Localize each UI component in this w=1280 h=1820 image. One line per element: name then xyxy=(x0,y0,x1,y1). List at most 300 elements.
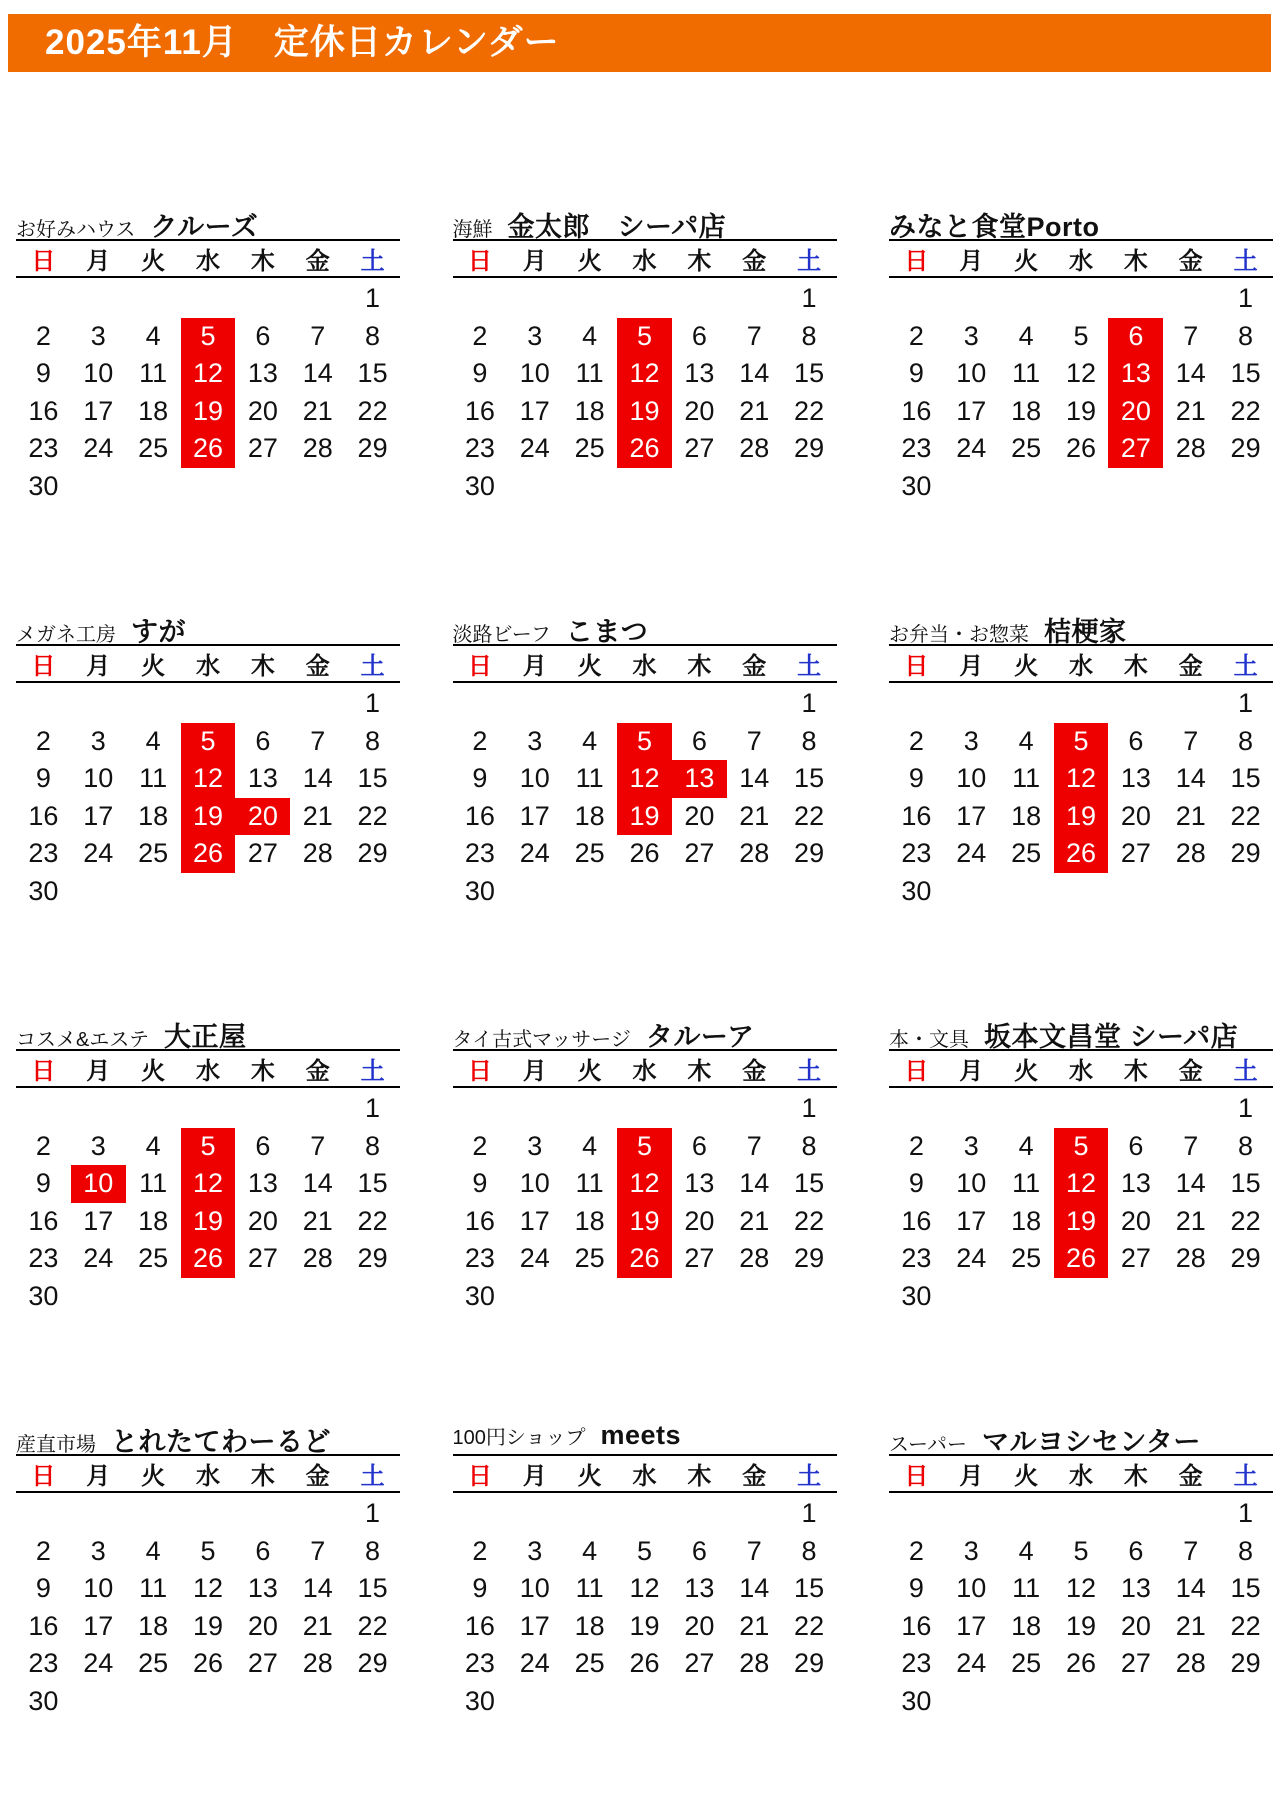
weekday-sunday: 日 xyxy=(31,248,56,275)
day-cell: 8 xyxy=(365,1535,381,1566)
weekday: 月 xyxy=(959,248,984,275)
empty-day-cell xyxy=(126,1683,181,1721)
day-cell: 17 xyxy=(519,1205,550,1236)
weekday: 月 xyxy=(86,1058,111,1085)
day-cell: 11 xyxy=(1012,1573,1041,1604)
empty-day-cell xyxy=(1108,1278,1163,1316)
weekday: 金 xyxy=(305,653,330,680)
weekday: 水 xyxy=(195,653,220,680)
shop-category: メガネ工房 xyxy=(16,624,116,646)
empty-day-cell xyxy=(944,1495,999,1533)
day-cell: 30 xyxy=(901,470,932,501)
shop-calendar xyxy=(889,610,1273,910)
weekday-header-row xyxy=(453,646,837,683)
day-cell: 3 xyxy=(963,725,979,756)
empty-day-cell xyxy=(507,1495,562,1533)
empty-day-cell xyxy=(782,1683,837,1721)
day-cell: 8 xyxy=(1238,725,1254,756)
weekday-header-row xyxy=(889,1051,1273,1088)
weekday-saturday: 土 xyxy=(1233,248,1258,275)
day-cell: 30 xyxy=(28,1280,59,1311)
empty-day-cell xyxy=(1054,1495,1109,1533)
weekday: 月 xyxy=(86,1463,111,1490)
calendar-grid xyxy=(16,205,1273,1720)
day-cell: 11 xyxy=(575,1168,604,1199)
empty-day-cell xyxy=(782,873,837,911)
day-cell: 23 xyxy=(28,433,59,464)
day-cell: 4 xyxy=(145,725,161,756)
day-cell: 9 xyxy=(35,1168,51,1199)
weekday-saturday: 土 xyxy=(797,1058,822,1085)
day-cell: 24 xyxy=(83,838,114,869)
day-cell: 16 xyxy=(901,1610,932,1641)
empty-day-cell xyxy=(672,873,727,911)
day-cell: 1 xyxy=(1238,283,1254,314)
empty-day-cell xyxy=(71,1278,126,1316)
day-cell: 28 xyxy=(739,1648,770,1679)
day-cell: 17 xyxy=(519,395,550,426)
day-cell: 22 xyxy=(357,1610,388,1641)
day-grid xyxy=(453,280,837,505)
empty-day-cell xyxy=(181,468,236,506)
day-cell: 11 xyxy=(1012,358,1041,389)
day-cell: 24 xyxy=(956,1243,987,1274)
weekday: 金 xyxy=(1178,248,1203,275)
weekday-sunday: 日 xyxy=(904,653,929,680)
day-cell: 13 xyxy=(1120,763,1151,794)
day-cell: 6 xyxy=(691,1130,707,1161)
day-grid xyxy=(453,1495,837,1720)
shop-calendar xyxy=(16,610,400,910)
day-cell: 25 xyxy=(1011,838,1042,869)
empty-day-cell xyxy=(617,1683,672,1721)
day-grid xyxy=(16,280,400,505)
day-cell: 29 xyxy=(794,838,825,869)
day-cell: 28 xyxy=(1175,1648,1206,1679)
empty-day-cell xyxy=(1108,873,1163,911)
day-cell: 6 xyxy=(255,1130,271,1161)
day-cell: 18 xyxy=(574,395,605,426)
empty-day-cell xyxy=(290,1278,345,1316)
day-cell: 22 xyxy=(1230,1205,1261,1236)
weekday: 月 xyxy=(86,248,111,275)
day-cell: 15 xyxy=(357,763,388,794)
day-cell: 25 xyxy=(138,838,169,869)
weekday-sunday: 日 xyxy=(31,1463,56,1490)
day-cell: 4 xyxy=(1018,725,1034,756)
shop-name: タルーア xyxy=(645,1022,755,1052)
weekday-saturday: 土 xyxy=(360,1463,385,1490)
empty-day-cell xyxy=(944,1278,999,1316)
page-banner xyxy=(8,14,1271,72)
day-cell: 30 xyxy=(28,875,59,906)
closed-day-cell: 5 xyxy=(181,723,236,761)
day-cell: 1 xyxy=(365,1498,381,1529)
day-cell: 12 xyxy=(192,1573,224,1604)
day-cell: 27 xyxy=(247,433,278,464)
day-cell: 29 xyxy=(1230,838,1261,869)
day-cell: 23 xyxy=(901,1243,932,1274)
day-cell: 6 xyxy=(691,1535,707,1566)
day-cell: 9 xyxy=(35,358,51,389)
weekday: 火 xyxy=(141,248,166,275)
weekday-saturday: 土 xyxy=(1233,1463,1258,1490)
shop-category: スーパー xyxy=(889,1434,967,1456)
weekday: 水 xyxy=(632,248,657,275)
closed-day-cell: 10 xyxy=(71,1165,126,1203)
shop-title xyxy=(889,1420,1273,1456)
day-cell: 27 xyxy=(1120,1243,1151,1274)
day-cell: 28 xyxy=(302,1648,333,1679)
day-cell: 25 xyxy=(138,433,169,464)
closed-day-cell: 19 xyxy=(1054,798,1109,836)
empty-day-cell xyxy=(727,1090,782,1128)
day-cell: 18 xyxy=(1011,395,1042,426)
day-cell: 6 xyxy=(1128,1535,1144,1566)
closed-day-cell: 19 xyxy=(617,393,672,431)
shop-calendar xyxy=(889,205,1273,505)
weekday: 水 xyxy=(195,1463,220,1490)
day-cell: 14 xyxy=(739,358,770,389)
weekday: 火 xyxy=(577,1463,602,1490)
day-cell: 24 xyxy=(519,838,550,869)
day-cell: 30 xyxy=(901,875,932,906)
weekday-saturday: 土 xyxy=(797,248,822,275)
empty-day-cell xyxy=(1108,1683,1163,1721)
empty-day-cell xyxy=(782,1278,837,1316)
day-cell: 23 xyxy=(901,433,932,464)
day-cell: 14 xyxy=(1175,358,1206,389)
day-cell: 26 xyxy=(1065,1648,1097,1679)
day-cell: 5 xyxy=(200,1535,216,1566)
day-cell: 4 xyxy=(1018,1130,1034,1161)
empty-day-cell xyxy=(944,1683,999,1721)
empty-day-cell xyxy=(617,1495,672,1533)
weekday: 木 xyxy=(1123,248,1148,275)
empty-day-cell xyxy=(181,873,236,911)
closed-day-cell: 5 xyxy=(1054,723,1109,761)
day-cell: 9 xyxy=(472,1573,488,1604)
day-cell: 8 xyxy=(1238,320,1254,351)
closed-day-cell: 5 xyxy=(181,318,236,356)
day-cell: 21 xyxy=(1175,1610,1206,1641)
empty-day-cell xyxy=(235,1495,290,1533)
day-cell: 1 xyxy=(365,1093,381,1124)
weekday: 木 xyxy=(687,1463,712,1490)
closed-day-cell: 13 xyxy=(672,760,727,798)
shop-name: 金太郎 シーパ店 xyxy=(507,212,727,242)
day-cell: 2 xyxy=(908,320,924,351)
weekday: 金 xyxy=(305,248,330,275)
day-cell: 24 xyxy=(956,1648,987,1679)
day-cell: 16 xyxy=(28,1205,59,1236)
weekday: 金 xyxy=(742,653,767,680)
day-cell: 18 xyxy=(574,1205,605,1236)
weekday-saturday: 土 xyxy=(360,1058,385,1085)
day-cell: 15 xyxy=(1230,1573,1261,1604)
day-cell: 29 xyxy=(357,1243,388,1274)
day-cell: 20 xyxy=(684,800,715,831)
empty-day-cell xyxy=(235,685,290,723)
weekday: 火 xyxy=(1014,248,1039,275)
empty-day-cell xyxy=(507,1090,562,1128)
weekday: 水 xyxy=(1068,1058,1093,1085)
closed-day-cell: 13 xyxy=(1108,355,1163,393)
empty-day-cell xyxy=(1218,873,1273,911)
shop-title xyxy=(889,205,1273,241)
empty-day-cell xyxy=(999,280,1054,318)
day-cell: 27 xyxy=(684,1648,715,1679)
weekday-sunday: 日 xyxy=(467,248,492,275)
day-cell: 25 xyxy=(1011,1243,1042,1274)
day-cell: 7 xyxy=(1183,1535,1199,1566)
empty-day-cell xyxy=(562,1090,617,1128)
shop-category: タイ古式マッサージ xyxy=(452,1029,631,1051)
day-cell: 10 xyxy=(519,1168,550,1199)
day-cell: 18 xyxy=(1011,800,1042,831)
weekday-saturday: 土 xyxy=(1233,1058,1258,1085)
shop-name: とれたてわーるど xyxy=(111,1427,331,1457)
shop-calendar xyxy=(889,1015,1273,1315)
weekday: 火 xyxy=(141,653,166,680)
day-cell: 8 xyxy=(1238,1535,1254,1566)
empty-day-cell xyxy=(672,280,727,318)
empty-day-cell xyxy=(999,1683,1054,1721)
day-cell: 22 xyxy=(794,800,825,831)
weekday: 月 xyxy=(959,653,984,680)
day-cell: 16 xyxy=(901,395,932,426)
weekday-sunday: 日 xyxy=(467,1058,492,1085)
day-cell: 25 xyxy=(574,1648,605,1679)
weekday: 木 xyxy=(250,248,275,275)
day-cell: 16 xyxy=(28,395,59,426)
closed-day-cell: 26 xyxy=(181,1240,236,1278)
day-cell: 17 xyxy=(956,1205,987,1236)
day-cell: 4 xyxy=(1018,320,1034,351)
empty-day-cell xyxy=(672,468,727,506)
weekday: 月 xyxy=(959,1463,984,1490)
shop-calendar xyxy=(453,1015,837,1315)
shop-calendar xyxy=(889,1420,1273,1720)
day-cell: 22 xyxy=(794,1205,825,1236)
day-cell: 17 xyxy=(956,800,987,831)
empty-day-cell xyxy=(507,468,562,506)
day-cell: 27 xyxy=(1120,1648,1151,1679)
day-cell: 10 xyxy=(956,358,987,389)
day-cell: 11 xyxy=(575,358,604,389)
day-cell: 20 xyxy=(247,1610,278,1641)
day-cell: 18 xyxy=(1011,1610,1042,1641)
day-cell: 23 xyxy=(28,1243,59,1274)
day-cell: 25 xyxy=(574,838,605,869)
day-cell: 29 xyxy=(794,433,825,464)
day-cell: 19 xyxy=(1065,395,1097,426)
weekday-header-row xyxy=(889,646,1273,683)
day-cell: 6 xyxy=(255,320,271,351)
day-cell: 9 xyxy=(908,358,924,389)
weekday-header-row xyxy=(16,1051,400,1088)
weekday-header-row xyxy=(16,1456,400,1493)
day-cell: 13 xyxy=(684,358,715,389)
day-cell: 24 xyxy=(519,1648,550,1679)
day-cell: 24 xyxy=(956,838,987,869)
shop-calendar xyxy=(453,205,837,505)
day-cell: 5 xyxy=(1073,320,1089,351)
shop-title xyxy=(453,1420,837,1456)
day-cell: 14 xyxy=(739,1573,770,1604)
empty-day-cell xyxy=(71,873,126,911)
shop-title xyxy=(453,610,837,646)
day-grid xyxy=(453,685,837,910)
empty-day-cell xyxy=(562,685,617,723)
day-cell: 28 xyxy=(1175,1243,1206,1274)
day-cell: 2 xyxy=(35,1130,51,1161)
day-cell: 23 xyxy=(901,838,932,869)
day-cell: 3 xyxy=(527,725,543,756)
empty-day-cell xyxy=(617,468,672,506)
day-cell: 30 xyxy=(28,1685,59,1716)
day-cell: 30 xyxy=(464,1280,495,1311)
day-cell: 7 xyxy=(310,320,326,351)
day-cell: 1 xyxy=(801,1498,817,1529)
empty-day-cell xyxy=(727,280,782,318)
day-cell: 29 xyxy=(357,433,388,464)
weekday-header-row xyxy=(453,1456,837,1493)
day-cell: 18 xyxy=(138,395,169,426)
day-cell: 18 xyxy=(1011,1205,1042,1236)
day-cell: 27 xyxy=(684,838,715,869)
empty-day-cell xyxy=(1163,1495,1218,1533)
empty-day-cell xyxy=(672,1090,727,1128)
day-cell: 15 xyxy=(794,763,825,794)
day-cell: 8 xyxy=(365,320,381,351)
empty-day-cell xyxy=(944,873,999,911)
empty-day-cell xyxy=(672,685,727,723)
day-cell: 29 xyxy=(794,1243,825,1274)
closed-day-cell: 12 xyxy=(181,355,236,393)
day-cell: 28 xyxy=(1175,433,1206,464)
empty-day-cell xyxy=(126,1278,181,1316)
day-grid xyxy=(16,1495,400,1720)
day-cell: 8 xyxy=(801,1535,817,1566)
day-cell: 7 xyxy=(746,320,762,351)
day-cell: 8 xyxy=(801,320,817,351)
day-cell: 29 xyxy=(1230,433,1261,464)
empty-day-cell xyxy=(1054,1683,1109,1721)
shop-category: 本・文具 xyxy=(889,1029,969,1051)
empty-day-cell xyxy=(1054,468,1109,506)
day-cell: 2 xyxy=(472,1130,488,1161)
empty-day-cell xyxy=(1108,468,1163,506)
weekday: 月 xyxy=(86,653,111,680)
day-cell: 16 xyxy=(28,800,59,831)
day-cell: 24 xyxy=(519,433,550,464)
empty-day-cell xyxy=(126,873,181,911)
day-grid xyxy=(889,1495,1273,1720)
day-cell: 18 xyxy=(574,1610,605,1641)
day-cell: 24 xyxy=(83,1243,114,1274)
empty-day-cell xyxy=(235,468,290,506)
day-cell: 28 xyxy=(1175,838,1206,869)
day-cell: 7 xyxy=(746,725,762,756)
weekday: 木 xyxy=(687,1058,712,1085)
day-cell: 8 xyxy=(365,1130,381,1161)
weekday-header-row xyxy=(16,646,400,683)
day-cell: 14 xyxy=(302,763,333,794)
empty-day-cell xyxy=(1054,1278,1109,1316)
day-cell: 15 xyxy=(1230,1168,1261,1199)
empty-day-cell xyxy=(126,1495,181,1533)
closed-day-cell: 12 xyxy=(181,760,236,798)
closed-day-cell: 19 xyxy=(1054,1203,1109,1241)
shop-category: 産直市場 xyxy=(16,1434,96,1456)
empty-day-cell xyxy=(181,1278,236,1316)
day-cell: 17 xyxy=(956,395,987,426)
day-cell: 21 xyxy=(1175,1205,1206,1236)
page-title: 2025年11月 定休日カレンダー xyxy=(45,23,560,62)
day-cell: 24 xyxy=(83,433,114,464)
day-cell: 25 xyxy=(138,1243,169,1274)
day-cell: 13 xyxy=(684,1168,715,1199)
day-cell: 27 xyxy=(247,838,278,869)
day-cell: 1 xyxy=(365,688,381,719)
day-cell: 11 xyxy=(139,1573,168,1604)
day-cell: 4 xyxy=(582,1535,598,1566)
empty-day-cell xyxy=(71,468,126,506)
empty-day-cell xyxy=(16,685,71,723)
day-cell: 18 xyxy=(138,1610,169,1641)
day-cell: 2 xyxy=(908,1130,924,1161)
shop-name: meets xyxy=(600,1420,682,1450)
empty-day-cell xyxy=(944,685,999,723)
day-cell: 6 xyxy=(255,725,271,756)
day-cell: 20 xyxy=(247,1205,278,1236)
day-cell: 10 xyxy=(956,763,987,794)
empty-day-cell xyxy=(672,1278,727,1316)
weekday: 月 xyxy=(522,1463,547,1490)
shop-title xyxy=(16,1015,400,1051)
empty-day-cell xyxy=(999,873,1054,911)
closed-day-cell: 6 xyxy=(1108,318,1163,356)
weekday: 木 xyxy=(687,248,712,275)
day-cell: 24 xyxy=(956,433,987,464)
day-grid xyxy=(889,1090,1273,1315)
day-cell: 13 xyxy=(247,763,278,794)
weekday: 金 xyxy=(305,1058,330,1085)
empty-day-cell xyxy=(235,280,290,318)
day-cell: 15 xyxy=(794,1168,825,1199)
empty-day-cell xyxy=(672,1683,727,1721)
empty-day-cell xyxy=(1108,1495,1163,1533)
empty-day-cell xyxy=(889,685,944,723)
weekday-sunday: 日 xyxy=(467,1463,492,1490)
empty-day-cell xyxy=(617,1090,672,1128)
day-cell: 25 xyxy=(138,1648,169,1679)
day-cell: 28 xyxy=(739,838,770,869)
day-cell: 14 xyxy=(1175,763,1206,794)
day-cell: 4 xyxy=(145,1130,161,1161)
day-cell: 13 xyxy=(1120,1168,1151,1199)
day-cell: 9 xyxy=(35,1573,51,1604)
empty-day-cell xyxy=(16,280,71,318)
day-cell: 23 xyxy=(28,1648,59,1679)
empty-day-cell xyxy=(727,685,782,723)
day-cell: 9 xyxy=(908,763,924,794)
day-cell: 16 xyxy=(464,800,495,831)
day-cell: 22 xyxy=(357,800,388,831)
day-cell: 8 xyxy=(1238,1130,1254,1161)
day-cell: 17 xyxy=(83,395,114,426)
